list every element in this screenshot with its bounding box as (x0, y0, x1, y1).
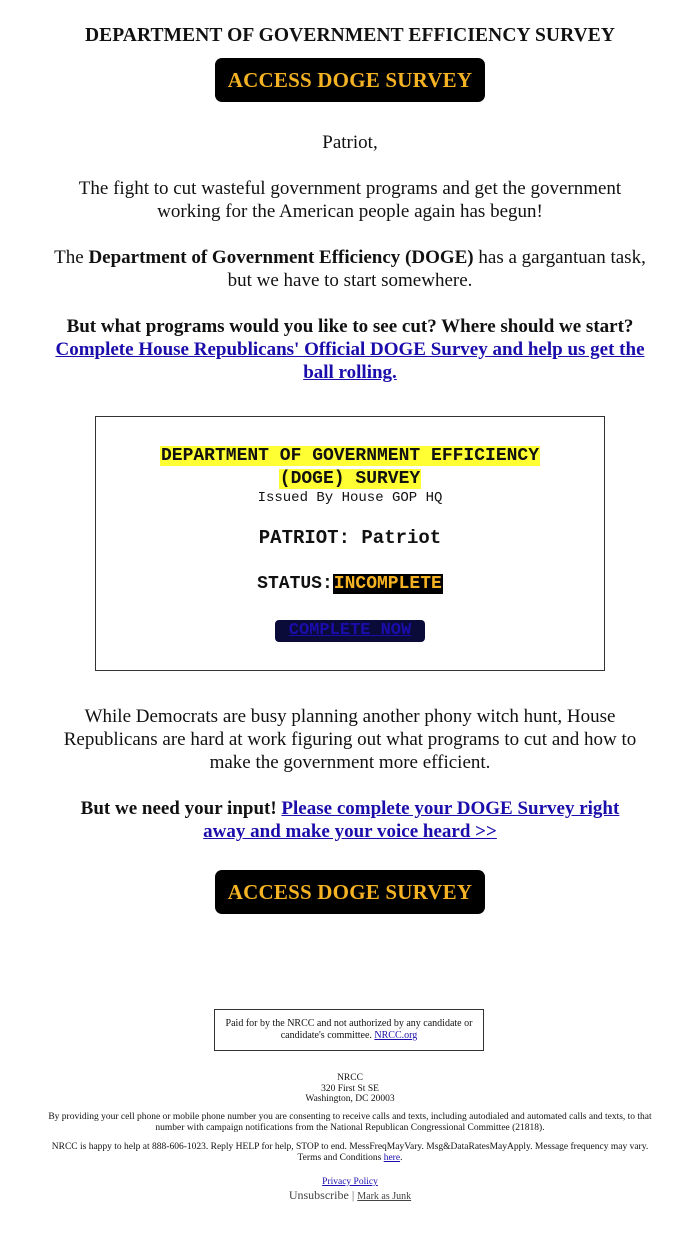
disclaimer-container (223, 1018, 475, 1042)
voice-heard-link[interactable]: Please complete your DOGE Survey right away and make your voice heard >> (203, 798, 620, 842)
survey-card-title-line2: (DOGE) SURVEY (279, 469, 421, 489)
unsubscribe-link[interactable]: Unsubscribe (288, 1188, 349, 1202)
survey-card-issued: Issued By House GOP HQ (257, 490, 443, 506)
intro-paragraph: The fight to cut wasteful government programs and get the government working for the American people again has begun! (78, 178, 622, 222)
patriot-value: Patriot (361, 527, 442, 549)
help-text: NRCC is happy to help at 888-606-1023. Reply HELP for help, STOP to end. MessFreqMayVary. Msg&DataRatesMayApply. Message frequency may vary. Terms and Conditions here. (51, 1142, 649, 1163)
greeting: Patriot, (322, 132, 378, 153)
mark-junk-link[interactable]: Mark as Junk (357, 1191, 412, 1202)
doge-paragraph-before: The (54, 247, 89, 268)
org-name: NRCC (337, 1073, 363, 1083)
address-block (40, 1073, 660, 1105)
address-line1: 320 First St SE (321, 1083, 379, 1094)
input-paragraph (60, 797, 640, 843)
input-bold-text: But we need your input! (80, 798, 277, 819)
help-text-body: NRCC is happy to help at 888-606-1023. Reply HELP for help, STOP to end. MessFreqMayVary. Msg&DataRatesMayApply. Message frequency may vary. Terms and Conditions (51, 1142, 649, 1163)
democrats-paragraph: While Democrats are busy planning another phony witch hunt, House Republicans are hard at work figuring out what programs to cut and how to make the government more efficient. (63, 706, 637, 773)
paid-for-disclaimer (214, 1009, 484, 1051)
question-text: But what programs would you like to see cut? Where should we start? (66, 316, 634, 337)
survey-card-title-line1: DEPARTMENT OF GOVERNMENT EFFICIENCY (160, 446, 540, 466)
address-line2: Washington, DC 20003 (305, 1094, 395, 1104)
privacy-row (40, 1177, 660, 1188)
doge-paragraph-after: has a gargantuan task, but we have to start somewhere. (227, 247, 646, 291)
survey-card-title (96, 445, 604, 491)
status-label: STATUS: (257, 574, 333, 594)
survey-card (95, 416, 605, 671)
consent-text: By providing your cell phone or mobile phone number you are consenting to receive calls and texts, including autodialed and automated calls and texts, to that number with campaign notifications from the National Republican Congressional Committee (21818). (48, 1112, 652, 1133)
survey-card-patriot (96, 527, 604, 549)
unsubscribe-row (0, 1188, 700, 1203)
survey-card-status (96, 574, 604, 594)
doge-name: Department of Government Efficiency (DOGE) (88, 247, 474, 268)
question-paragraph (40, 315, 660, 384)
patriot-label: PATRIOT: (258, 527, 350, 549)
complete-survey-link[interactable]: Complete House Republicans' Official DOGE Survey and help us get the ball rolling. (55, 339, 645, 383)
page-title: DEPARTMENT OF GOVERNMENT EFFICIENCY SURVEY (84, 25, 616, 46)
disclaimer-text: Paid for by the NRCC and not authorized by any candidate or candidate's committee. (225, 1018, 473, 1041)
status-badge: INCOMPLETE (333, 574, 442, 594)
access-survey-button-top[interactable]: ACCESS DOGE SURVEY (215, 58, 485, 102)
access-survey-button-bottom[interactable]: ACCESS DOGE SURVEY (215, 870, 485, 914)
complete-now-button[interactable]: COMPLETE NOW (275, 620, 425, 642)
terms-here-link[interactable]: here (383, 1152, 401, 1163)
privacy-policy-link[interactable]: Privacy Policy (322, 1177, 378, 1187)
separator: | (351, 1188, 355, 1202)
nrcc-link[interactable]: NRCC.org (374, 1030, 418, 1041)
doge-paragraph (50, 246, 650, 292)
